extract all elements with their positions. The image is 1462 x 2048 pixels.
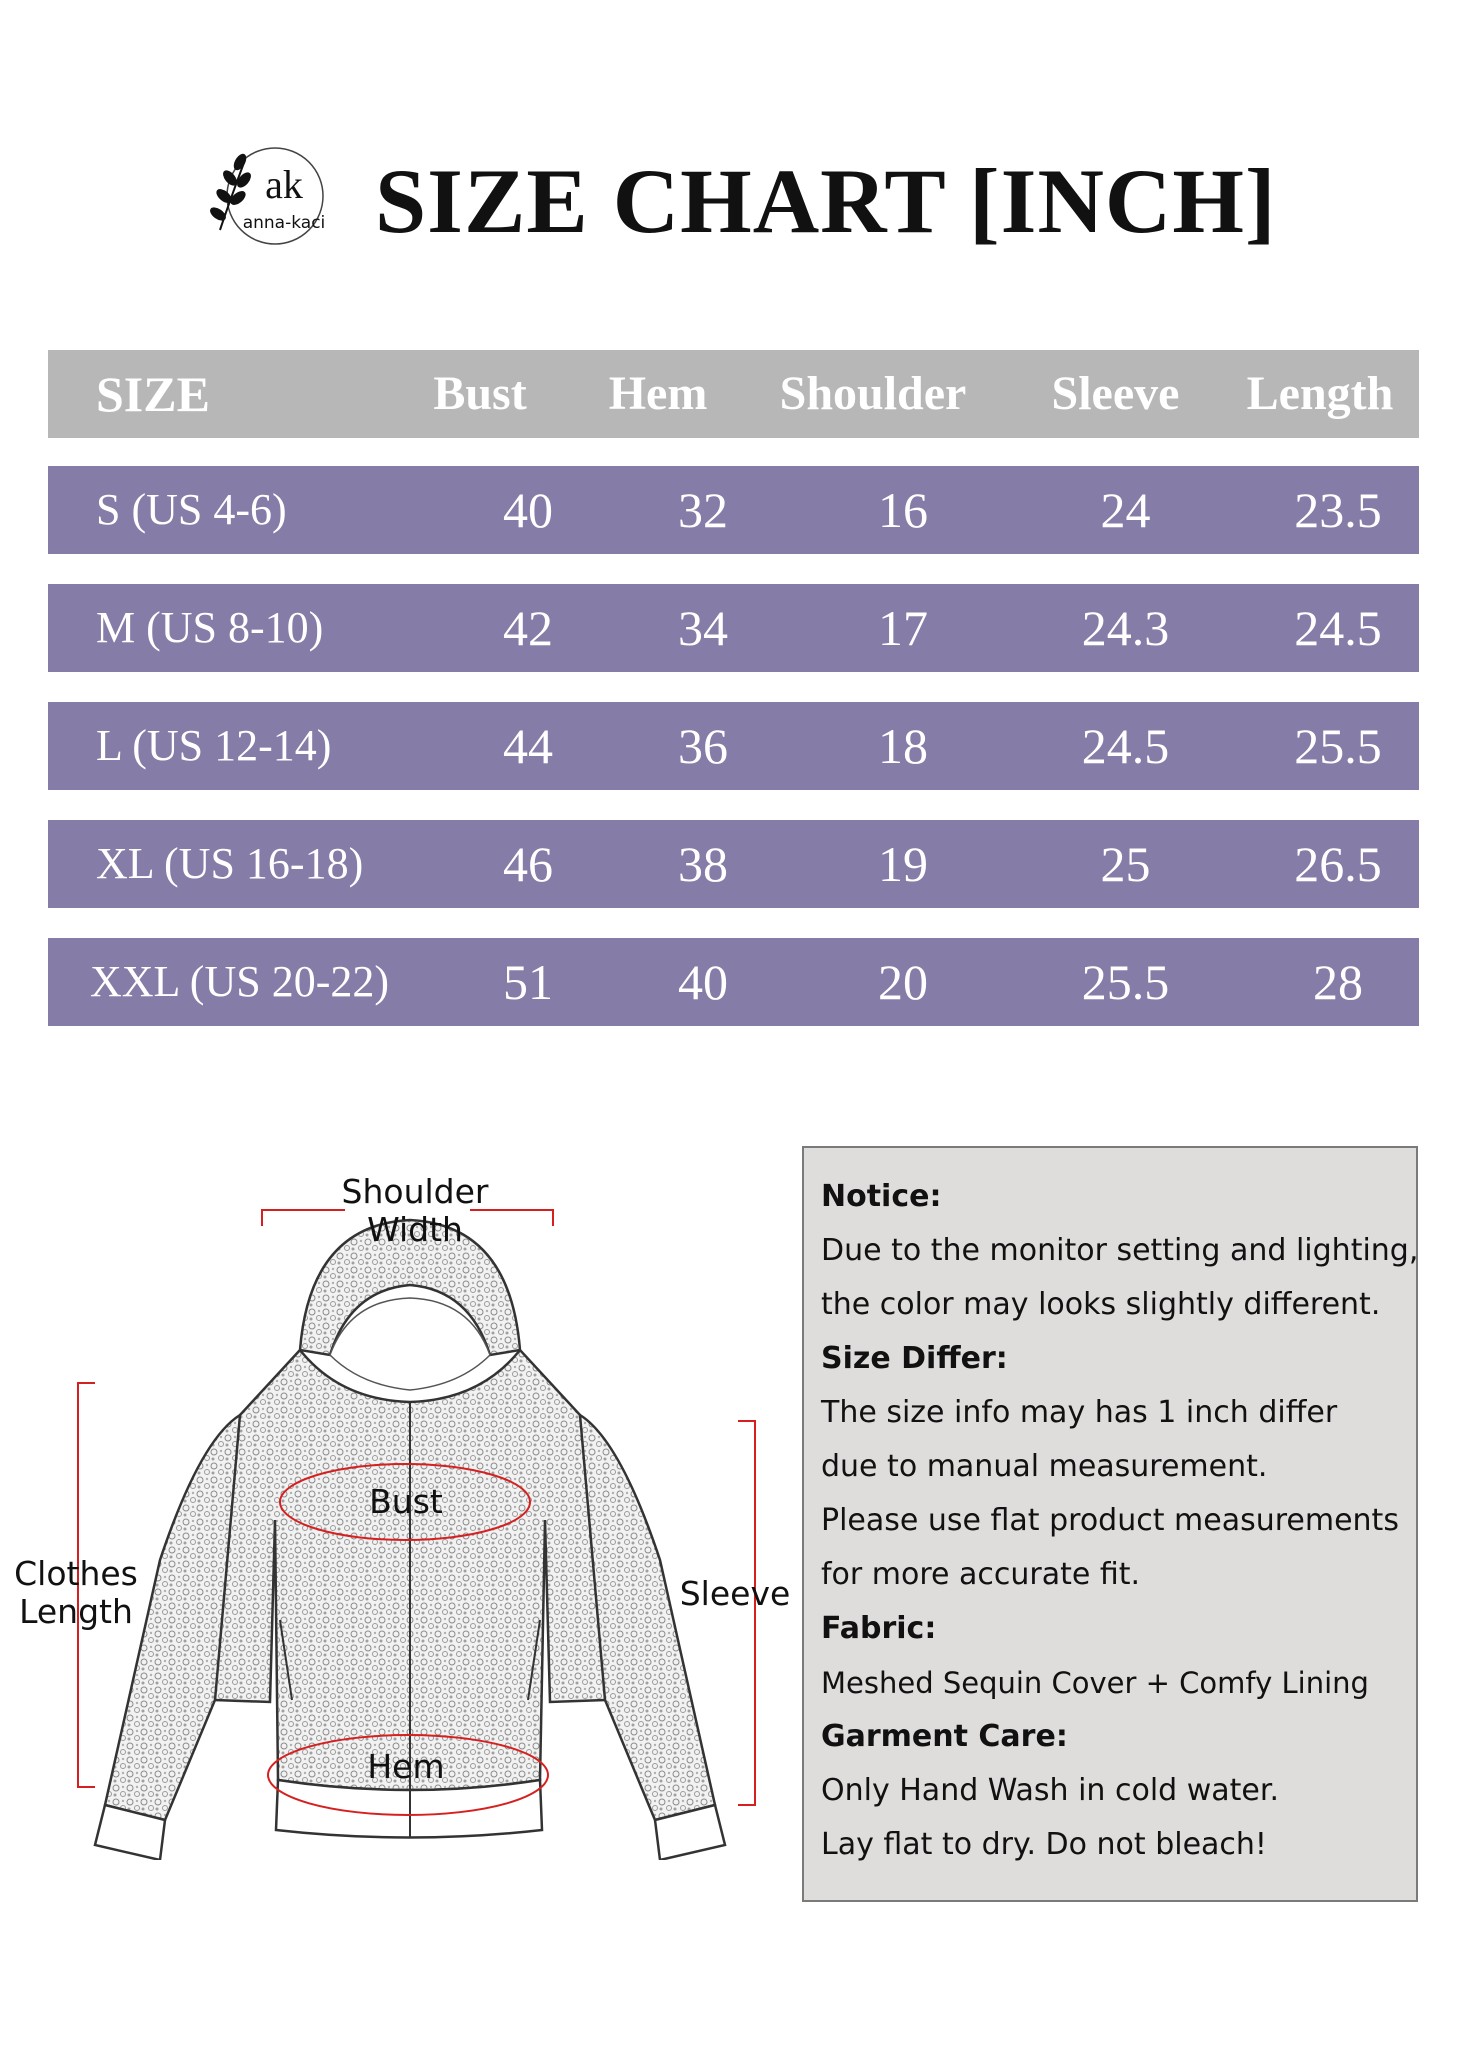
sleeve-cell: 25.5 bbox=[1081, 954, 1170, 1010]
garment-care-text: Lay flat to dry. Do not bleach! bbox=[821, 1827, 1267, 1862]
notice-heading: Notice: bbox=[821, 1179, 942, 1214]
length-label-2: Length bbox=[19, 1592, 133, 1631]
header-shoulder: Shoulder bbox=[779, 367, 967, 420]
header-size: SIZE bbox=[96, 366, 210, 422]
hem-cell: 36 bbox=[678, 718, 728, 774]
shoulder-label-2: Width bbox=[367, 1210, 463, 1249]
garment-care-heading: Garment Care: bbox=[821, 1719, 1068, 1754]
table-row bbox=[48, 702, 1419, 790]
shoulder-cell: 17 bbox=[878, 600, 928, 656]
table-row bbox=[48, 938, 1419, 1026]
fabric-text: Meshed Sequin Cover + Comfy Lining bbox=[821, 1666, 1369, 1700]
fabric-heading: Fabric: bbox=[821, 1611, 937, 1646]
notice-text: Due to the monitor setting and lighting, bbox=[821, 1233, 1419, 1268]
length-cell: 23.5 bbox=[1294, 482, 1382, 538]
length-cell: 24.5 bbox=[1294, 600, 1382, 656]
bust-cell: 44 bbox=[503, 718, 553, 774]
header-bust: Bust bbox=[433, 367, 527, 420]
header-sleeve: Sleeve bbox=[1051, 367, 1180, 420]
shoulder-cell: 18 bbox=[878, 718, 928, 774]
header-hem: Hem bbox=[608, 367, 708, 420]
hem-cell: 32 bbox=[678, 482, 728, 538]
hem-cell: 38 bbox=[678, 836, 728, 892]
table-row bbox=[48, 466, 1419, 554]
header-length: Length bbox=[1246, 367, 1394, 420]
size-differ-text: for more accurate fit. bbox=[821, 1557, 1141, 1592]
size-cell: L (US 12-14) bbox=[96, 721, 332, 770]
size-cell: S (US 4-6) bbox=[96, 485, 287, 534]
notice-box bbox=[802, 1146, 1418, 1902]
hem-cell: 40 bbox=[678, 954, 728, 1010]
size-cell: XL (US 16-18) bbox=[96, 839, 364, 888]
shoulder-label-1: Shoulder bbox=[341, 1172, 489, 1211]
shoulder-cell: 19 bbox=[878, 836, 928, 892]
bust-cell: 42 bbox=[503, 600, 553, 656]
length-cell: 26.5 bbox=[1294, 836, 1382, 892]
bust-cell: 46 bbox=[503, 836, 553, 892]
page-title: SIZE CHART [INCH] bbox=[375, 150, 1277, 252]
size-differ-text: due to manual measurement. bbox=[821, 1449, 1268, 1484]
hem-cell: 34 bbox=[678, 600, 728, 656]
size-differ-heading: Size Differ: bbox=[821, 1341, 1008, 1376]
sleeve-label: Sleeve bbox=[679, 1574, 791, 1613]
brand-logo bbox=[200, 140, 350, 250]
size-cell: M (US 8-10) bbox=[96, 603, 324, 652]
table-header bbox=[48, 350, 1419, 438]
length-cell: 28 bbox=[1313, 954, 1363, 1010]
size-differ-text: The size info may has 1 inch differ bbox=[821, 1395, 1338, 1430]
sleeve-cell: 25 bbox=[1100, 836, 1151, 892]
sleeve-cell: 24.5 bbox=[1081, 718, 1170, 774]
hem-label: Hem bbox=[367, 1747, 445, 1786]
bust-cell: 40 bbox=[503, 482, 553, 538]
size-cell: XXL (US 20-22) bbox=[90, 957, 389, 1006]
sleeve-cell: 24 bbox=[1100, 482, 1151, 538]
garment-care-text: Only Hand Wash in cold water. bbox=[821, 1773, 1279, 1808]
shoulder-cell: 16 bbox=[878, 482, 928, 538]
bust-label: Bust bbox=[369, 1482, 443, 1521]
length-cell: 25.5 bbox=[1294, 718, 1382, 774]
bust-cell: 51 bbox=[503, 954, 553, 1010]
notice-text: the color may looks slightly different. bbox=[821, 1287, 1381, 1322]
table-row bbox=[48, 584, 1419, 672]
size-differ-text: Please use flat product measurements bbox=[821, 1503, 1399, 1538]
table-row bbox=[48, 820, 1419, 908]
shoulder-cell: 20 bbox=[878, 954, 928, 1010]
brand-monogram: ak bbox=[265, 162, 303, 207]
brand-name: anna-kaci bbox=[242, 213, 326, 233]
measurement-diagram bbox=[0, 1140, 800, 1860]
sleeve-cell: 24.3 bbox=[1081, 600, 1170, 656]
length-label-1: Clothes bbox=[14, 1554, 138, 1593]
